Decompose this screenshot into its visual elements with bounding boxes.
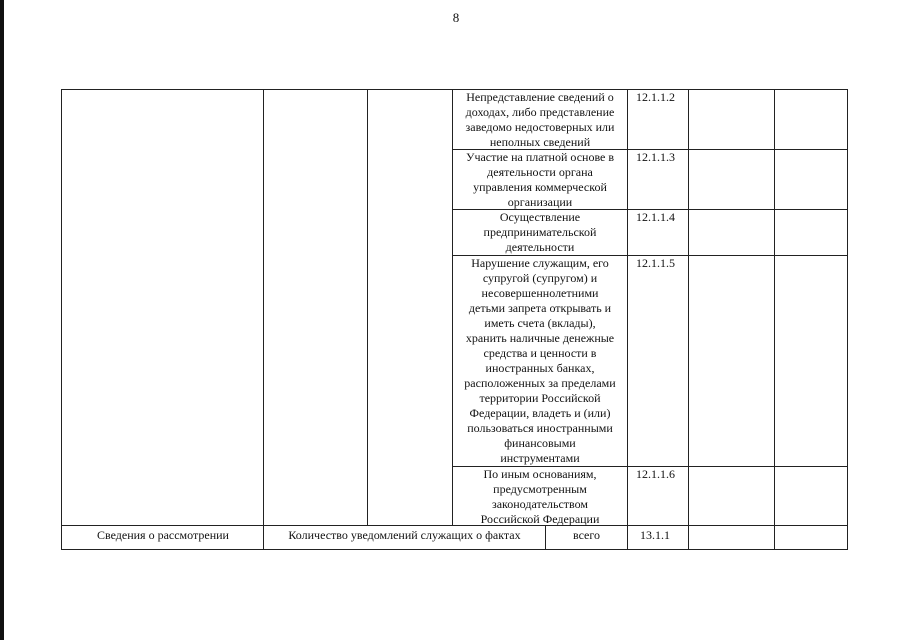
row-2-code: 12.1.1.3 <box>636 150 675 164</box>
row-5-description: По иным основаниям, предусмотренным законодательством Российской Федерации <box>480 467 600 526</box>
column-divider <box>688 89 689 550</box>
column-divider <box>452 89 453 526</box>
column-divider <box>627 89 628 550</box>
row-5-code: 12.1.1.6 <box>636 467 675 481</box>
qualifier-label: всего <box>572 528 601 542</box>
row-1-description: Непредставление сведений о доходах, либо представление заведомо недостоверных или неполных сведений <box>465 90 615 149</box>
section-label: Сведения о рассмотрении <box>97 528 229 542</box>
row-3-code: 12.1.1.4 <box>636 210 675 224</box>
table-left-border <box>61 89 62 550</box>
column-divider <box>774 89 775 550</box>
row-2-description: Участие на платной основе в деятельности органа управления коммерческой организации <box>465 150 615 209</box>
table-right-border <box>847 89 848 550</box>
column-divider <box>367 89 368 526</box>
column-divider <box>263 89 264 550</box>
table-bottom-border <box>61 549 847 550</box>
row-4-description: Нарушение служащим, его супругой (супругом) и несовершеннолетними детьми запрета открывать и иметь счета (вклады), хранить наличные денежные средства и ценности в иностранных банках, расположенных за пределами территории Российской Федерации, владеть и (или) пользоваться иностранными финансовыми инструментами <box>464 256 616 465</box>
page-number: 8 <box>452 10 460 25</box>
row-1-code: 12.1.1.2 <box>636 90 675 104</box>
column-divider <box>545 525 546 550</box>
row-3-description: Осуществление предпринимательской деятельности <box>483 210 597 254</box>
indicator-label: Количество уведомлений служащих о фактах <box>288 528 521 542</box>
bottom-row-code: 13.1.1 <box>640 528 670 542</box>
row-4-code: 12.1.1.5 <box>636 256 675 270</box>
